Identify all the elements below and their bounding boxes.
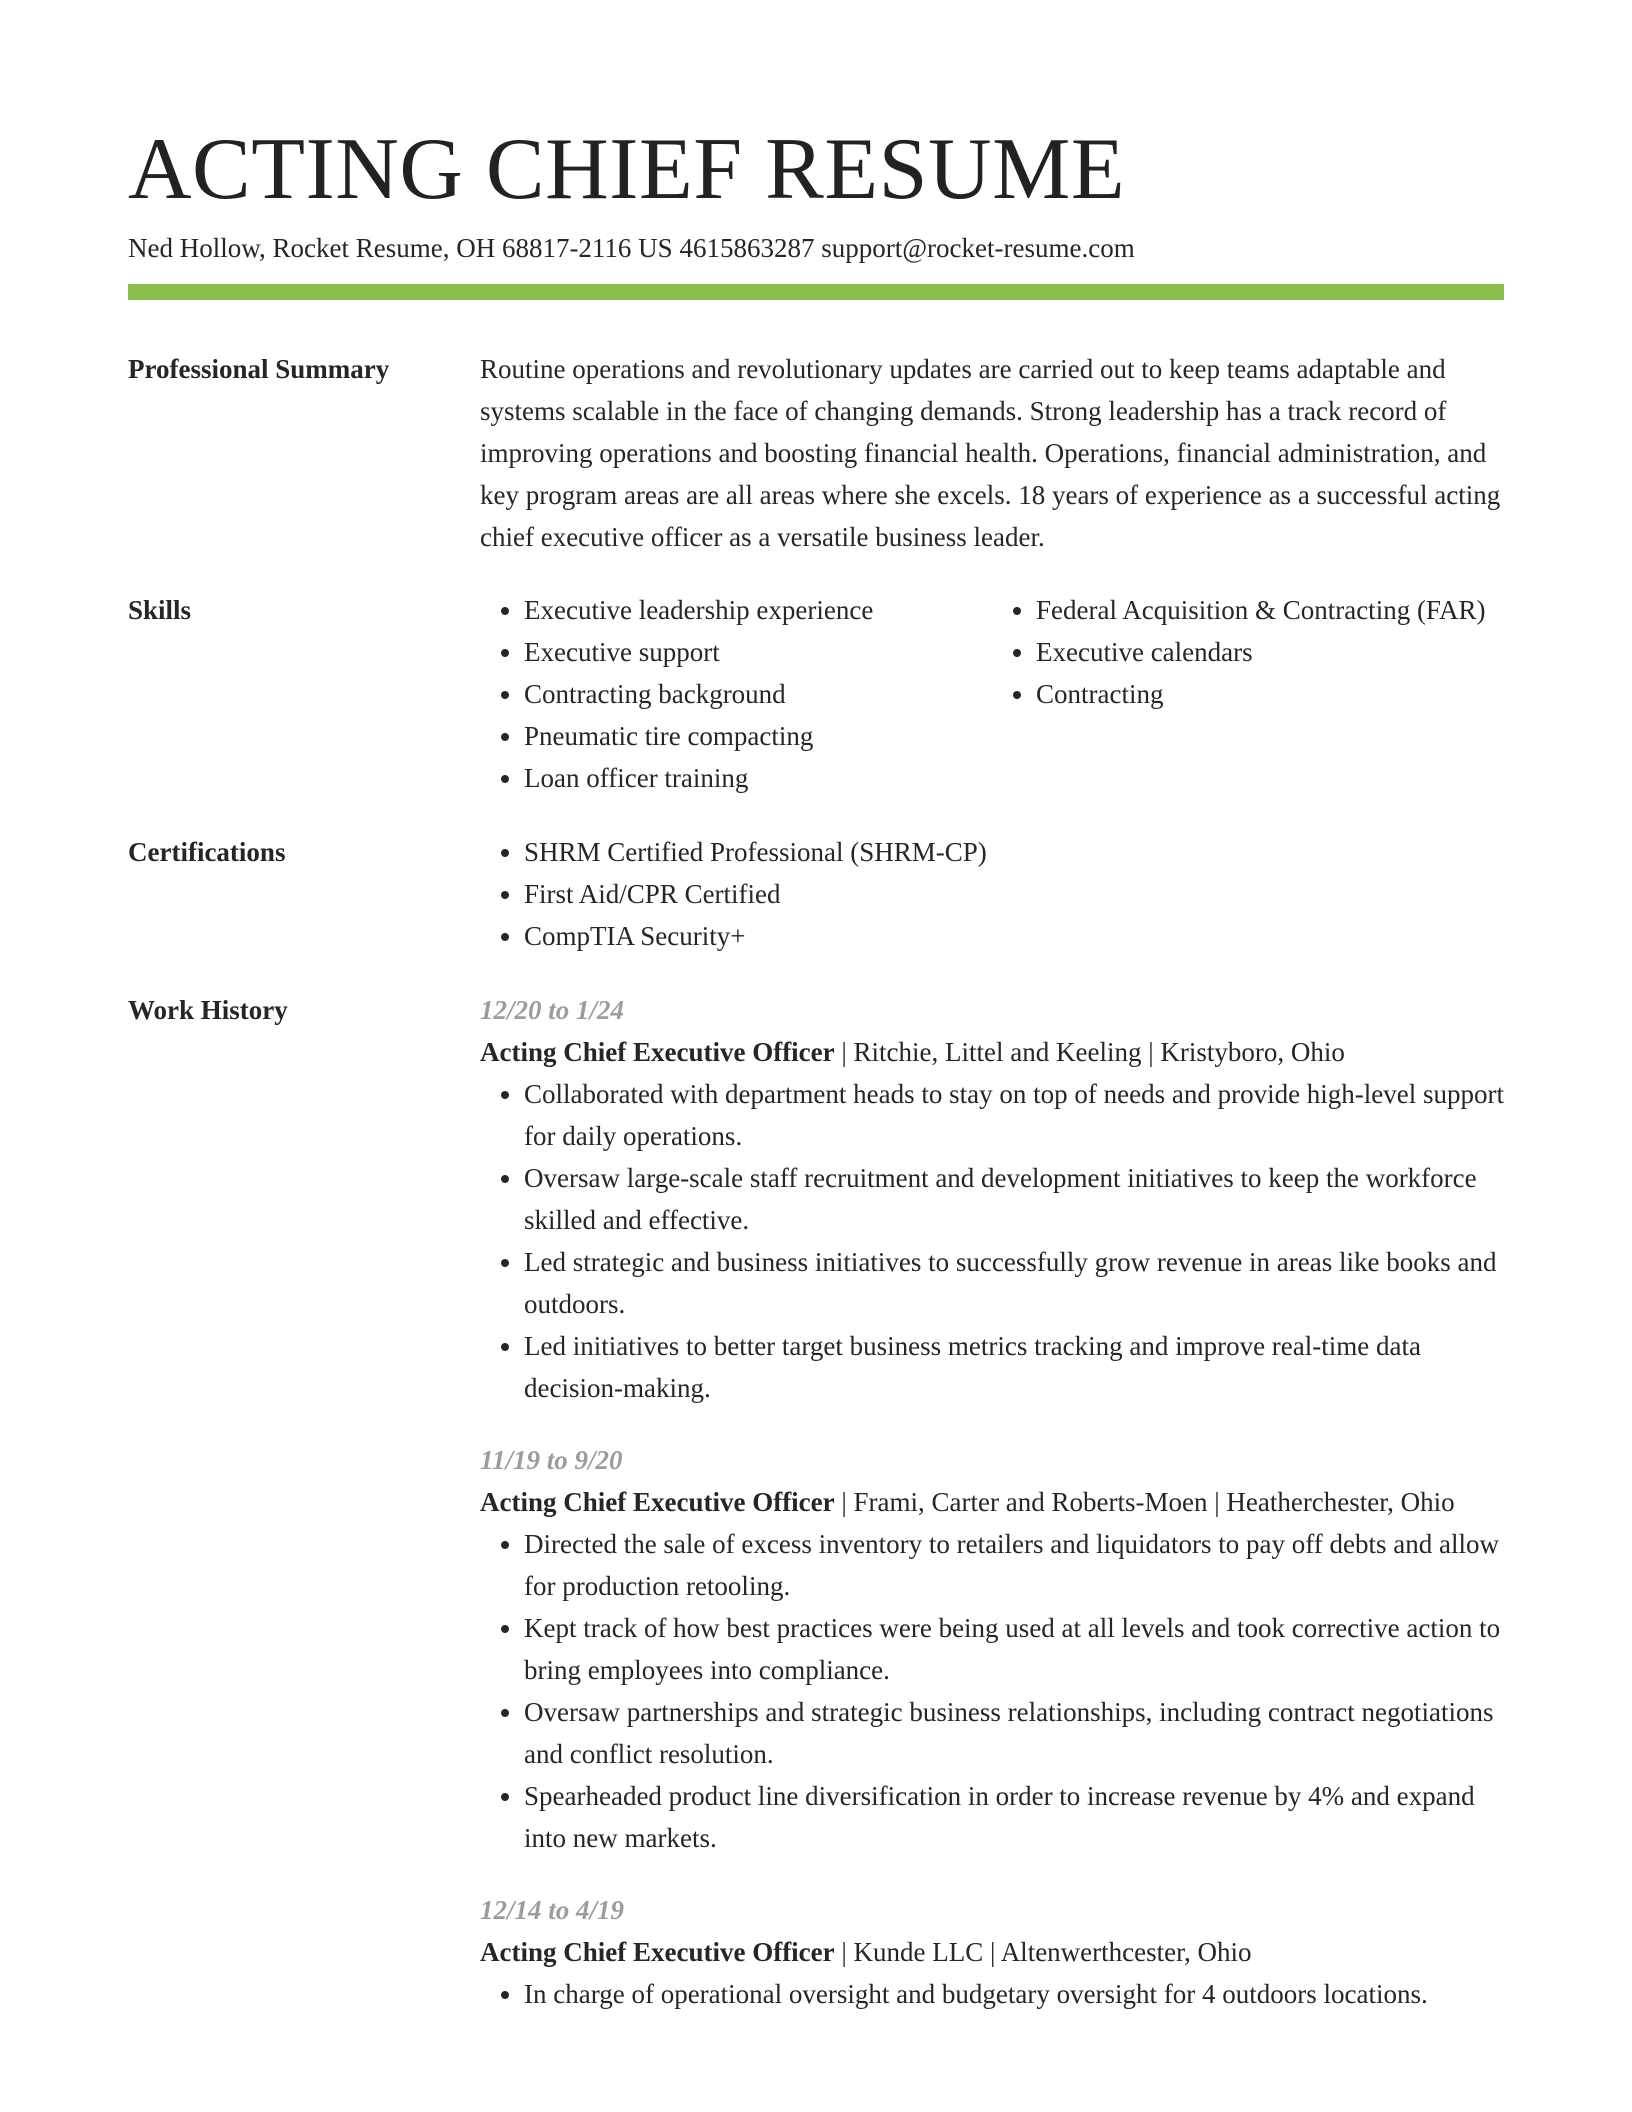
job-bullets [480,1523,1504,1859]
job-company: | Kunde LLC | Altenwerthcester, Ohio [834,1937,1252,1967]
work-history-label: Work History [128,995,288,1025]
resume-page [128,120,1504,2015]
certifications-list [480,831,1504,957]
job-entry [480,1889,1504,2015]
summary-section [128,348,1504,558]
job-title: Acting Chief Executive Officer [480,1937,835,1967]
list-item: • Contracting background [524,673,992,715]
list-item: • Loan officer training [524,757,992,799]
list-item: • Pneumatic tire compacting [524,715,992,757]
skills-list-left [480,589,992,799]
certifications-label: Certifications [128,837,286,867]
job-company: | Ritchie, Littel and Keeling | Kristyboro, Ohio [834,1037,1345,1067]
job-company: | Frami, Carter and Roberts-Moen | Heatherchester, Ohio [834,1487,1455,1517]
job-title: Acting Chief Executive Officer [480,1037,835,1067]
work-history-section [128,989,1504,2015]
job-entry [480,989,1504,1409]
list-item: • First Aid/CPR Certified [524,873,1504,915]
job-title: Acting Chief Executive Officer [480,1487,835,1517]
job-dates: 12/14 to 4/19 [480,1895,625,1925]
job-heading [480,1031,1504,1073]
job-dates: 11/19 to 9/20 [480,1445,623,1475]
list-item: • Contracting [1036,673,1504,715]
job-heading [480,1481,1504,1523]
list-item: • CompTIA Security+ [524,915,1504,957]
list-item: • Executive calendars [1036,631,1504,673]
resume-title: ACTING CHIEF RESUME [128,121,1126,218]
list-item: • Kept track of how best practices were being used at all levels and took corrective action to bring employees into compliance. [524,1607,1504,1691]
job-bullets [480,1973,1504,2015]
skills-list-right [992,589,1504,799]
job-dates: 12/20 to 1/24 [480,995,625,1025]
list-item: • Executive support [524,631,992,673]
accent-divider [128,284,1504,300]
certifications-section [128,831,1504,957]
summary-label: Professional Summary [128,354,390,384]
list-item: • Led strategic and business initiatives to successfully grow revenue in areas like books and outdoors. [524,1241,1504,1325]
list-item: • Spearheaded product line diversification in order to increase revenue by 4% and expand into new markets. [524,1775,1504,1859]
list-item: • Federal Acquisition & Contracting (FAR) [1036,589,1504,631]
skills-section [128,589,1504,799]
contact-line: Ned Hollow, Rocket Resume, OH 68817-2116 US 4615863287 support@rocket-resume.com [128,233,1135,263]
list-item: • Oversaw partnerships and strategic business relationships, including contract negotiations and conflict resolution. [524,1691,1504,1775]
skills-label: Skills [128,595,192,625]
list-item: • Directed the sale of excess inventory to retailers and liquidators to pay off debts and allow for production retooling. [524,1523,1504,1607]
list-item: • Oversaw large-scale staff recruitment and development initiatives to keep the workforce skilled and effective. [524,1157,1504,1241]
list-item: • SHRM Certified Professional (SHRM-CP) [524,831,1504,873]
list-item: • Executive leadership experience [524,589,992,631]
list-item: • Led initiatives to better target business metrics tracking and improve real-time data decision-making. [524,1325,1504,1409]
list-item: • Collaborated with department heads to stay on top of needs and provide high-level support for daily operations. [524,1073,1504,1157]
job-heading [480,1931,1504,1973]
job-entry [480,1439,1504,1859]
job-bullets [480,1073,1504,1409]
summary-text: Routine operations and revolutionary updates are carried out to keep teams adaptable and systems scalable in the face of changing demands. Strong leadership has a track record of improving operations and boosting financial health. Operations, financial administration, and key program areas are all areas where she excels. 18 years of experience as a successful acting chief executive officer as a versatile business leader. [480,354,1501,552]
list-item: • In charge of operational oversight and budgetary oversight for 4 outdoors locations. [524,1973,1504,2015]
